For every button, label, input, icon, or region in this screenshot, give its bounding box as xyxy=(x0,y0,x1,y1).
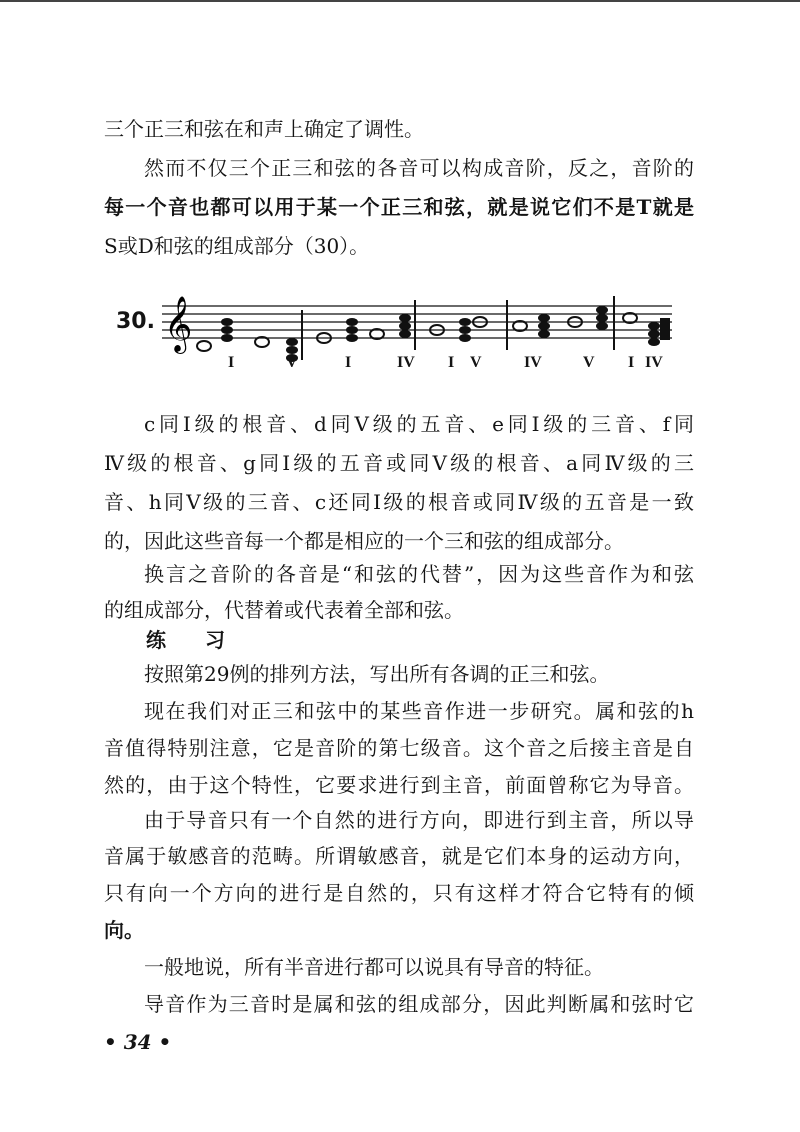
music-example-number: 30. xyxy=(116,309,155,334)
roman-label: I xyxy=(345,354,352,371)
text-line: 的，因此这些音每一个都是相应的一个三和弦的组成部分。 xyxy=(104,529,624,553)
text-line: 然的，由于这个特性，它要求进行到主音，前面曾称它为导音。 xyxy=(104,773,694,797)
text-line: 现在我们对正三和弦中的某些音作进一步研究。属和弦的h xyxy=(144,699,694,723)
scan-edge-line xyxy=(0,0,800,2)
text-line: 一般地说，所有半音进行都可以说具有导音的特征。 xyxy=(144,955,604,979)
text-line: 只有向一个方向的进行是自然的，只有这样才符合它特有的倾 xyxy=(104,881,694,905)
roman-label: IV xyxy=(524,354,542,371)
exercise-heading: 练 习 xyxy=(146,628,241,652)
text-line: c同Ⅰ级的根音、d同Ⅴ级的五音、e同Ⅰ级的三音、f同 xyxy=(144,412,694,436)
roman-label: V xyxy=(470,354,482,371)
text-line: 每一个音也都可以用于某一个正三和弦，就是说它们不是T就是 xyxy=(104,195,694,219)
text-line: 然而不仅三个正三和弦的各音可以构成音阶，反之，音阶的 xyxy=(144,156,694,180)
roman-label: I xyxy=(228,354,235,371)
text-line: Ⅳ级的根音、g同Ⅰ级的五音或同Ⅴ级的根音、a同Ⅳ级的三 xyxy=(104,451,694,475)
text-line: 三个正三和弦在和声上确定了调性。 xyxy=(104,117,424,141)
treble-clef-icon: 𝄞 xyxy=(164,296,193,352)
roman-label: V xyxy=(286,354,298,371)
text-line: 按照第29例的排列方法，写出所有各调的正三和弦。 xyxy=(144,662,610,686)
text-line: 音属于敏感音的范畴。所谓敏感音，就是它们本身的运动方向， xyxy=(104,844,694,868)
text-line: 的组成部分，代替着或代表着全部和弦。 xyxy=(104,598,464,622)
roman-label: I xyxy=(448,354,455,371)
text-line: S或D和弦的组成部分（30）。 xyxy=(104,234,370,258)
text-line: 音值得特别注意，它是音阶的第七级音。这个音之后接主音是自 xyxy=(104,736,694,760)
text-line: 向。 xyxy=(104,918,144,942)
text-line: 导音作为三音时是属和弦的组成部分，因此判断属和弦时它 xyxy=(144,992,694,1016)
text-line: 音、h同Ⅴ级的三音、c还同Ⅰ级的根音或同Ⅳ级的五音是一致 xyxy=(104,490,694,514)
text-line: 换言之音阶的各音是“和弦的代替”，因为这些音作为和弦 xyxy=(144,562,694,586)
roman-label: I xyxy=(628,354,635,371)
text-line: 由于导音只有一个自然的进行方向，即进行到主音，所以导 xyxy=(144,808,694,832)
roman-label: IV xyxy=(645,354,663,371)
music-staff-example xyxy=(162,290,682,370)
roman-label: IV xyxy=(397,354,415,371)
page-number: • 34 • xyxy=(104,1030,172,1054)
roman-label: V xyxy=(583,354,595,371)
